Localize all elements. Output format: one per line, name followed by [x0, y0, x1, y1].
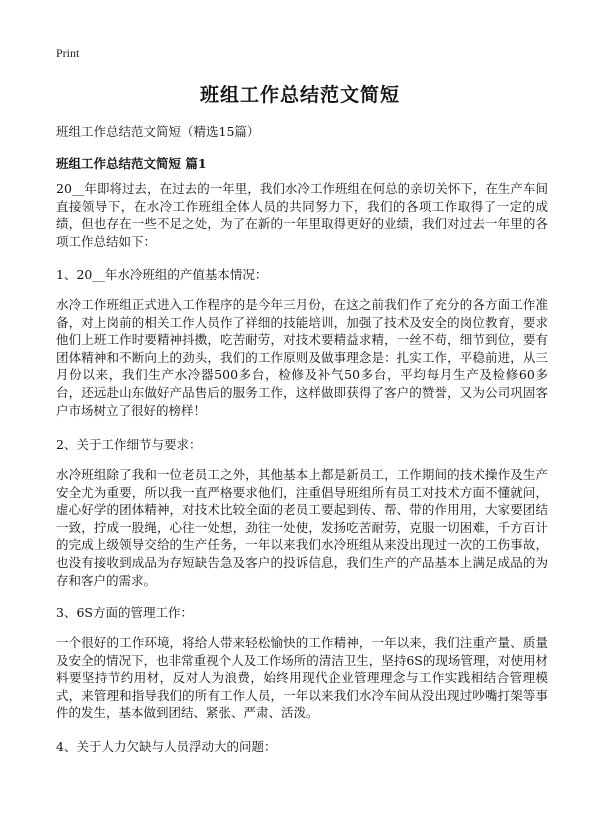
- item-heading-2: 2、关于工作细节与要求：: [56, 437, 202, 452]
- document-subtitle: 班组工作总结范文简短（精选15篇）: [56, 124, 260, 139]
- item-paragraph-1: 水冷工作班组正式进入工作程序的是今年三月份，在这之前我们作了充分的各方面工作准备，对上岗前的相关工作人员作了祥细的技能培训，加强了技术及安全的岗位教育，要求他们上班工作时要精神抖擞，吃苦耐劳，对技术要精益求精，一丝不苟，细节到位，要有团体精神和不断向上的劲头，我们的工作原则及做事理念是：扎实工作，平稳前进，从三月份以来，我们生产水冷器500多台，检修及补气50多台，平均每月生产及检修60多台，还远赴山东做好产品售后的服务工作，这样做即获得了客户的赞誉，又为公司巩固客户市场树立了很好的榜样！: [56, 297, 548, 418]
- item-paragraph-3: 一个很好的工作环境，将给人带来轻松愉快的工作精神，一年以来，我们注重产量、质量及安全的情况下，也非常重视个人及工作场所的清洁卫生，坚持6S的现场管理，对使用材料要坚持节约用材，反对人为浪费，始终用现代企业管理理念与工作实践相结合管理模式，来管理和指导我们的所有工作人员，一年以来我们水冷车间从没出现过吵嘴打架等事件的发生，基本做到团结、紧张、严肃、活泼。: [56, 635, 548, 721]
- item-heading-4: 4、关于人力欠缺与人员浮动大的问题：: [56, 739, 277, 754]
- item-heading-1: 1、20__年水冷班组的产值基本情况：: [56, 267, 268, 282]
- item-heading-3: 3、6S方面的管理工作：: [56, 605, 193, 620]
- print-link[interactable]: Print: [56, 46, 80, 60]
- section-heading: 班组工作总结范文简短 篇1: [56, 156, 207, 171]
- page-title: 班组工作总结范文简短: [199, 84, 400, 106]
- item-paragraph-2: 水冷班组除了我和一位老员工之外，其他基本上都是新员工，工作期间的技术操作及生产安全尤为重要，所以我一直严格要求他们，注重倡导班组所有员工对技术方面不懂就问，虚心好学的团体精神，对技术比较全面的老员工要起到传、帮、带的作用用，大家要团结一致，拧成一股绳，心往一处想，劲往一处使，发扬吃苦耐劳，克服一切困难，千方百计的完成上级领导交给的生产任务，一年以来我们水冷班组从来没出现过一次的工伤事故，也没有接收到成品为存短缺告急及客户的投诉信息，我们生产的产品基本上满足成品的为存和客户的需求。: [56, 467, 548, 588]
- intro-paragraph: 20__年即将过去，在过去的一年里，我们水冷工作班组在何总的亲切关怀下，在生产车间直接领导下，在水冷工作班组全体人员的共同努力下，我们的各项工作取得了一定的成绩，但也存在一些不足之处，为了在新的一年里取得更好的业绩，我们对过去一年里的各项工作总结如下：: [56, 181, 548, 249]
